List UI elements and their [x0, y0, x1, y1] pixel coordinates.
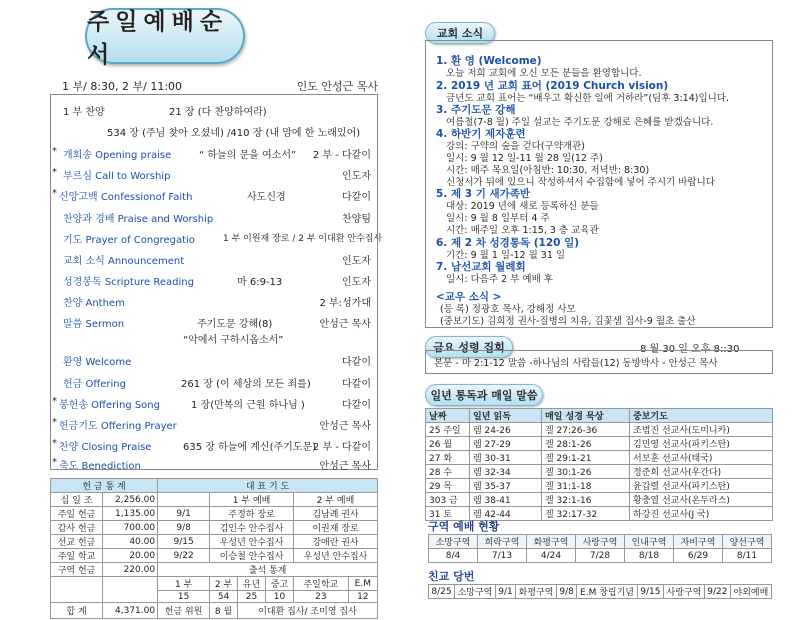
news-item-2-line: 금년도 교회 표어는 “배우고 확신한 일에 거하라”(딤후 3:14)입니다. — [446, 93, 729, 104]
prayer-date: 9/1 — [158, 507, 210, 521]
news-item-4-head: 4. 하반기 제자훈련 — [436, 128, 526, 140]
order-item-14-detail: 1 장(만복의 근원 하나님 ) — [191, 400, 305, 411]
standing-mark: * — [52, 457, 57, 468]
news-item-4-line: 강의: 구약의 숲을 걷다(구약개관) — [446, 141, 585, 152]
order-item-4-title — [59, 188, 192, 203]
news-item-5-line: 일시: 9 월 8 일부터 4 주 — [446, 213, 550, 224]
fellowship-cell: 소망구역 — [454, 585, 495, 599]
district-date: 6/29 — [674, 549, 723, 563]
district-name: 자비구역 — [674, 535, 723, 549]
standing-mark: * — [52, 438, 57, 449]
attend-label: 중고 — [265, 577, 293, 591]
prayer-date: 9/15 — [158, 535, 210, 549]
district-date: 8/18 — [625, 549, 674, 563]
order-item-4-detail: 사도신경 — [247, 192, 286, 203]
attend-value: 10 — [265, 591, 293, 603]
attend-label: 1 부 — [158, 577, 210, 591]
offering-label: 구역 헌금 — [51, 563, 103, 577]
order-item-13-title: 헌금 Offering — [63, 379, 126, 390]
reading-col-prayer: 중보기도 — [630, 409, 773, 423]
order-item-8-person: 인도자 — [342, 277, 371, 288]
order-item-2-person: 2 부 - 다같이 — [312, 150, 371, 161]
reading-cell: 겔 29:1-21 — [542, 451, 630, 465]
order-item-10-detail: 주기도문 강해(8) — [197, 319, 273, 330]
order-item-15-person: 안성근 목사 — [319, 421, 371, 432]
prayer-second: 강애란 권사 — [294, 535, 378, 549]
order-item-8-title: 성경봉독 Scripture Reading — [63, 277, 194, 288]
reading-cell: 25 주일 — [426, 423, 470, 437]
reading-cell: 겔 27:26-36 — [542, 423, 630, 437]
offering-amount: 220.00 — [103, 563, 158, 577]
reading-table — [425, 408, 773, 521]
offering-label: 감사 헌금 — [51, 521, 103, 535]
order-item-14-person: 다같이 — [342, 400, 371, 411]
order-item-16-person: 2 부 - 다같이 — [312, 442, 371, 453]
order-item-9-person: 2 부:성가대 — [319, 298, 371, 309]
order-item-3-title: 부르심 Call to Worship — [63, 171, 171, 182]
member-news-line: (중보기도) 김희정 권사-질병의 치유, 김꽃샘 집사-9 월초 출산 — [440, 316, 696, 327]
offering-label: 선교 헌금 — [51, 535, 103, 549]
fellowship-cell: 야외예배 — [730, 585, 771, 599]
district-date: 4/24 — [527, 549, 576, 563]
member-news-line: (등 록) 정광호 목사, 강해정 사모 — [440, 304, 576, 315]
order-item-9-title: 찬양 Anthem — [63, 298, 125, 309]
offering-label: 주일 헌금 — [51, 507, 103, 521]
offering-amount: 40.00 — [103, 535, 158, 549]
standing-mark: * — [52, 167, 57, 178]
order-item-15-title: 헌금기도 Offering Prayer — [59, 421, 177, 432]
district-name: 화평구역 — [527, 535, 576, 549]
news-item-6-head: 6. 제 2 차 성경통독 (120 일) — [436, 237, 580, 249]
order-item-0-detail: 21 장 (다 찬양하여라) — [169, 107, 267, 118]
order-item-16-detail: 635 장 하늘에 계신(주기도문) — [183, 442, 317, 453]
table-row — [426, 423, 773, 437]
attend-value: 54 — [210, 591, 238, 603]
news-item-5-line: 시간: 매주일 오후 1:15, 3 층 교육관 — [446, 225, 599, 236]
order-item-2-detail: “ 하늘의 문을 여소서” — [199, 150, 297, 161]
news-item-1-line: 오늘 저희 교회에 오신 모든 분들을 환영합니다. — [446, 68, 642, 79]
service-leader: 인도 안성근 목사 — [296, 80, 378, 93]
offering-header: 헌 금 통 계 — [51, 479, 158, 493]
order-item-11-detail: “악에서 구하시옵소서” — [183, 335, 284, 346]
committee-names: 이대환 집사/ 조미영 집사 — [237, 603, 377, 619]
news-item-6-line: 기간: 9 월 1 일-12 월 31 일 — [446, 250, 566, 261]
reading-cell: 27 화 — [426, 451, 470, 465]
news-item-4-line: 일시: 9 월 12 일-11 월 28 일(12 주) — [446, 153, 603, 164]
reading-cell: 겔 30:1-26 — [542, 465, 630, 479]
reading-cell: 렘 24-26 — [470, 423, 542, 437]
order-item-12-title: 환영 Welcome — [63, 357, 132, 368]
attend-label: E.M — [348, 577, 377, 591]
reading-cell: 렘 27-29 — [470, 437, 542, 451]
total-label: 합 계 — [51, 603, 103, 619]
order-item-10-person: 안성근 목사 — [319, 319, 371, 330]
offering-label: 주일 학교 — [51, 549, 103, 563]
news-item-3-head: 3. 주기도문 강해 — [436, 104, 516, 116]
reading-cell: 303 금 — [426, 493, 470, 507]
page-title: 주일예배순서 — [85, 8, 245, 64]
fellowship-cell: 9/22 — [704, 585, 730, 599]
reading-cell: 31 토 — [426, 507, 470, 521]
attend-value: 15 — [158, 591, 210, 603]
reading-cell: 정준희 선교사(우간다) — [630, 465, 773, 479]
district-name: 사랑구역 — [576, 535, 625, 549]
reading-cell: 윤갑렬 선교사(파키스탄) — [630, 479, 773, 493]
order-item-17-person: 안성근 목사 — [319, 461, 371, 472]
reading-cell: 렘 30-31 — [470, 451, 542, 465]
fellowship-cell: 9/15 — [637, 585, 663, 599]
prayer-first: 우성년 안수집사 — [210, 535, 294, 549]
news-item-2-head: 2. 2019 년 교회 표어 (2019 Church vision) — [436, 80, 669, 92]
reading-cell: 29 목 — [426, 479, 470, 493]
prayer-first: 김인수 안수집사 — [210, 521, 294, 535]
offering-amount: 20.00 — [103, 549, 158, 563]
reading-cell: 김민영 선교사(파키스탄) — [630, 437, 773, 451]
attend-label: 유년 — [237, 577, 265, 591]
news-item-7-line: 일시: 다음주 2 부 예배 후 — [446, 274, 553, 285]
attend-value: 12 — [348, 591, 377, 603]
prayer-second: 우성년 안수집사 — [294, 549, 378, 563]
table-row — [426, 451, 773, 465]
news-item-5-head: 5. 제 3 기 새가족반 — [436, 188, 531, 200]
reading-cell: 겔 32:1-16 — [542, 493, 630, 507]
table-row — [426, 465, 773, 479]
friday-title: 금요 성령 집회 — [425, 336, 513, 358]
reading-cell: 조범진 선교사(도미니카) — [630, 423, 773, 437]
prayer-first: 주정하 장로 — [210, 507, 294, 521]
order-item-5-title: 찬양과 경배 Praise and Worship — [63, 214, 214, 225]
order-item-1-detail: 534 장 (주님 찾아 오셨네) /410 장 (내 맘에 한 노래있어) — [107, 128, 361, 139]
order-item-8-detail: 마 6:9-13 — [237, 277, 283, 288]
order-item-6-detail: 1 부 이원재 장로 / 2 부 이대환 안수집사 — [223, 234, 383, 244]
service-times: 1 부/ 8:30, 2 부/ 11:00 — [62, 80, 183, 93]
reading-cell: 렘 38-41 — [470, 493, 542, 507]
table-row — [426, 493, 773, 507]
order-item-7-person: 인도자 — [342, 256, 371, 267]
prayer-second: 이권재 장로 — [294, 521, 378, 535]
reading-cell: 렘 32-34 — [470, 465, 542, 479]
order-item-5-person: 찬양팀 — [342, 214, 371, 225]
district-date: 7/28 — [576, 549, 625, 563]
reading-cell: 겔 31:1-18 — [542, 479, 630, 493]
standing-mark: * — [52, 188, 57, 199]
reading-col-daily: 매일 성경 묵상 — [542, 409, 630, 423]
standing-mark: * — [52, 146, 57, 157]
district-table — [428, 534, 772, 563]
order-item-10-title: 말씀 Sermon — [63, 319, 125, 330]
news-item-4-line: 신청서가 뒤에 있으니 작성하셔서 수집함에 넣어 주시기 바랍니다 — [446, 177, 715, 188]
order-item-3-person: 인도자 — [342, 171, 371, 182]
news-item-1-head: 1. 환 영 (Welcome) — [436, 55, 542, 67]
reading-col-date: 날짜 — [426, 409, 470, 423]
prayer-second: 2 부 예배 — [294, 493, 378, 507]
prayer-first: 1 부 예배 — [210, 493, 294, 507]
district-date: 8/4 — [429, 549, 478, 563]
order-item-13-detail: 261 장 (이 세상의 모든 죄를) — [181, 379, 311, 390]
prayer-date — [158, 493, 210, 507]
offering-blank — [51, 577, 103, 603]
district-date: 7/13 — [478, 549, 527, 563]
attendance-header: 출석 통계 — [158, 563, 378, 577]
offering-amount: 1,135.00 — [103, 507, 158, 521]
committee-label: 헌금 위원 — [158, 603, 210, 619]
service-times-row — [62, 78, 378, 94]
fellowship-cell: 화평구역 — [516, 585, 557, 599]
reading-cell: 26 월 — [426, 437, 470, 451]
news-box — [425, 40, 773, 328]
reading-cell: 렘 35-37 — [470, 479, 542, 493]
news-item-7-head: 7. 남선교회 월례회 — [436, 261, 526, 273]
offering-blank — [103, 577, 158, 603]
reading-cell: 28 수 — [426, 465, 470, 479]
district-name: 양선구역 — [723, 535, 772, 549]
standing-mark: * — [52, 417, 57, 428]
table-row — [426, 437, 773, 451]
district-name: 인내구역 — [625, 535, 674, 549]
offering-table — [50, 478, 378, 619]
reading-cell: 서보훈 선교사(태국) — [630, 451, 773, 465]
district-date: 8/11 — [723, 549, 772, 563]
order-item-6-title: 기도 Prayer of Congregatio — [63, 235, 195, 246]
order-item-12-person: 다같이 — [342, 357, 371, 368]
friday-box — [425, 350, 773, 374]
friday-text: 본문 - 마 2:1-12 말씀 -하나님의 사람들(12) 동방박사 - 안성근 목사 — [434, 358, 718, 369]
table-row — [426, 479, 773, 493]
fellowship-cell: 8/25 — [429, 585, 455, 599]
news-title: 교회 소식 — [425, 22, 495, 44]
district-name: 소망구역 — [429, 535, 478, 549]
reading-cell: 렘 42-44 — [470, 507, 542, 521]
fellowship-cell: 9/8 — [557, 585, 577, 599]
prayer-first: 이승철 안수집사 — [210, 549, 294, 563]
attend-label: 주일학교 — [294, 577, 349, 591]
order-item-4-person: 다같이 — [342, 192, 371, 203]
standing-mark: * — [52, 396, 57, 407]
fellowship-cell: 9/1 — [495, 585, 515, 599]
order-item-13-person: 다같이 — [342, 379, 371, 390]
news-item-3-line: 여름철(7-8 월) 주일 설교는 주기도문 강해로 은혜를 받겠습니다. — [446, 117, 714, 128]
total-amount: 4,371.00 — [103, 603, 158, 619]
news-item-4-line: 시간: 매주 목요일(아침반: 10:30, 저녁반: 8:30) — [446, 165, 650, 176]
attend-label: 2 부 — [210, 577, 238, 591]
prayer-second: 김남례 권사 — [294, 507, 378, 521]
order-item-17-title: 축도 Benediction — [59, 461, 141, 472]
order-item-0-title: 1 부 찬양 — [63, 107, 105, 118]
reading-cell: 하강진 선교사(J 국) — [630, 507, 773, 521]
reading-cell: 황충열 선교사(온두라스) — [630, 493, 773, 507]
district-title: 구역 예배 현황 — [428, 520, 500, 533]
worship-order-box — [50, 94, 383, 472]
reading-cell: 겔 28:1-26 — [542, 437, 630, 451]
reading-title: 일년 통독과 매일 말씀 — [425, 384, 543, 406]
fellowship-cell: 사랑구역 — [663, 585, 704, 599]
news-item-5-line: 대상: 2019 년에 새로 등록하신 분들 — [446, 201, 599, 212]
attend-value: 23 — [294, 591, 349, 603]
offering-amount: 2,256.00 — [103, 493, 158, 507]
offering-amount: 700.00 — [103, 521, 158, 535]
committee-month: 8 월 — [210, 603, 238, 619]
order-item-14-title: 봉헌송 Offering Song — [59, 400, 160, 411]
reading-cell: 겔 32:17-32 — [542, 507, 630, 521]
member-news-head: <교우 소식 > — [436, 291, 502, 303]
order-item-2-title: 개회송 Opening praise — [63, 150, 172, 161]
district-name: 희락구역 — [478, 535, 527, 549]
reading-col-year: 일년 읽독 — [470, 409, 542, 423]
friday-date: 8 월 30 일 오후 8::30 — [640, 344, 740, 355]
offering-label: 십 일 조 — [51, 493, 103, 507]
prayer-date: 9/8 — [158, 521, 210, 535]
fellowship-title: 친교 당번 — [428, 570, 475, 583]
order-item-4-title-text: 신앙고백 Confessionof Faith — [59, 192, 193, 203]
order-item-7-title: 교회 소식 Announcement — [63, 256, 185, 267]
fellowship-cell: E.M 창립기념 — [577, 585, 638, 599]
prayer-date: 9/22 — [158, 549, 210, 563]
attend-value: 25 — [237, 591, 265, 603]
order-item-16-title: 찬양 Closing Praise — [59, 442, 152, 453]
prayer-header: 대 표 기 도 — [158, 479, 378, 493]
fellowship-table — [428, 584, 772, 599]
